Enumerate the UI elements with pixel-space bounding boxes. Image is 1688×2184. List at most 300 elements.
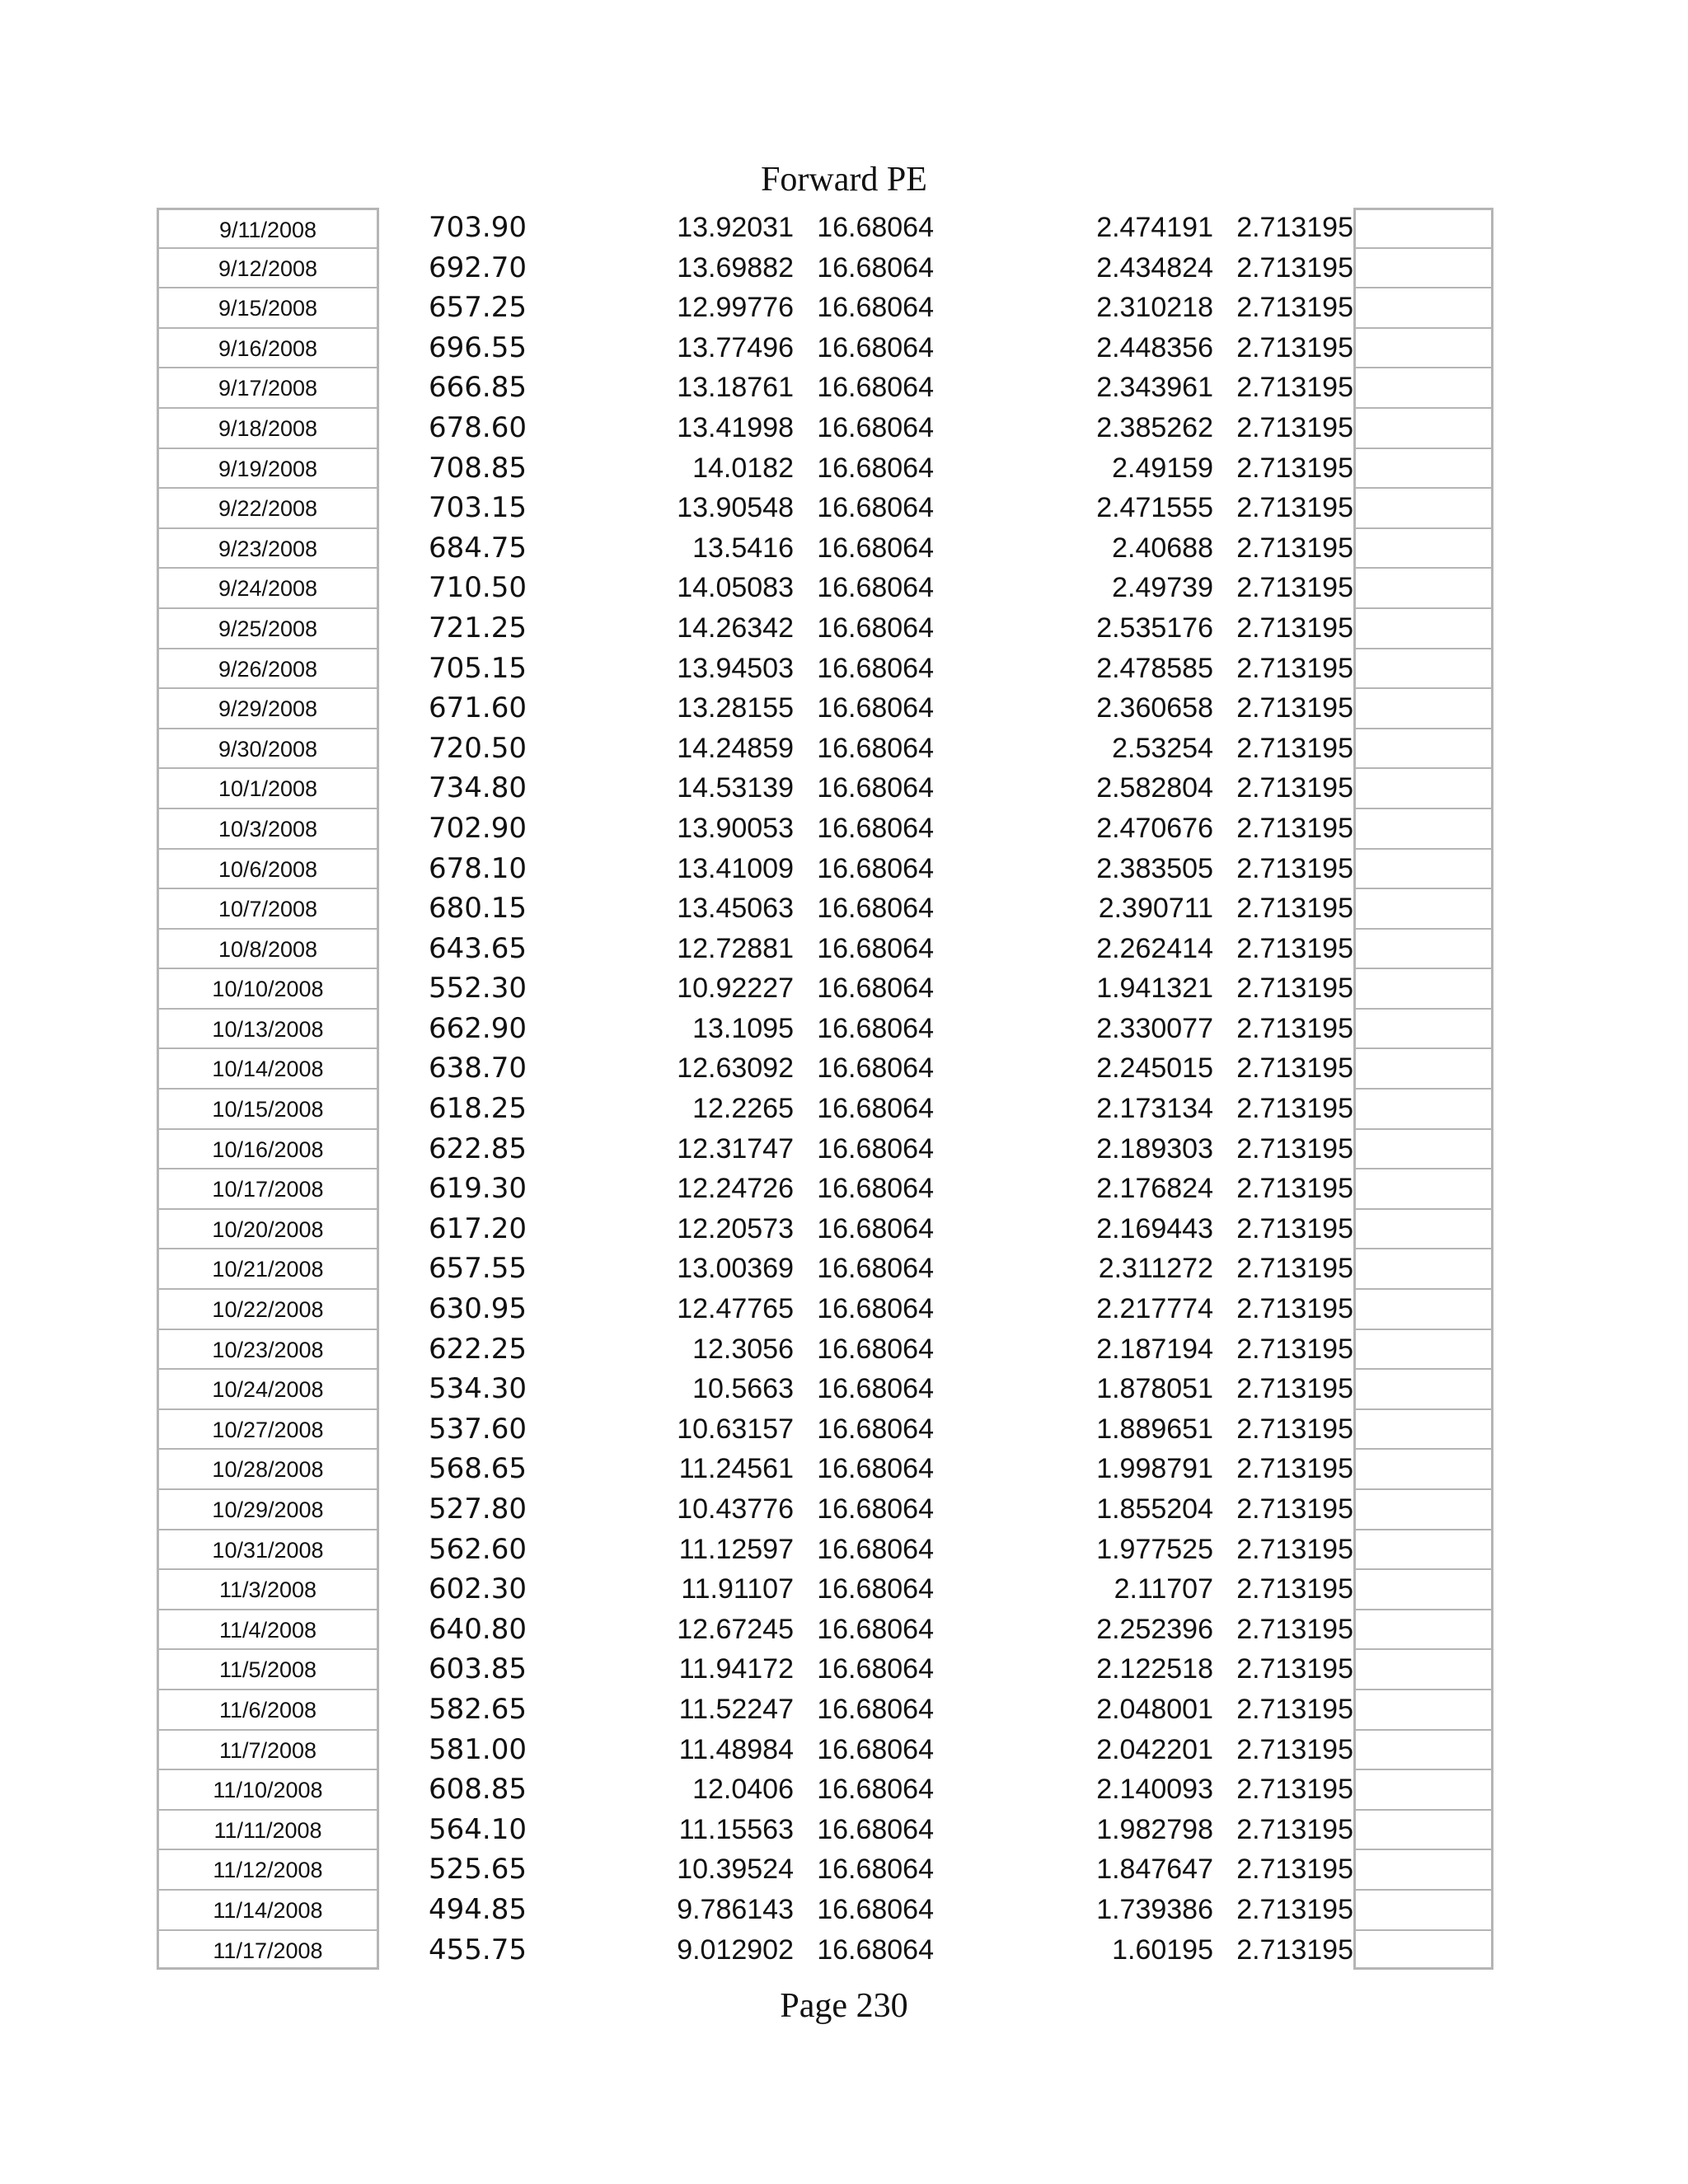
pe-average-cell: 16.68064 xyxy=(817,932,934,964)
ratio-average-cell: 2.713195 xyxy=(1236,1533,1353,1565)
ratio-cell: 1.998791 xyxy=(1096,1453,1213,1485)
ratio-average-cell: 2.713195 xyxy=(1236,1012,1353,1044)
price-cell: 705.15 xyxy=(429,651,527,685)
empty-cell xyxy=(1353,888,1493,929)
empty-cell xyxy=(1353,1930,1493,1971)
pe-average-cell: 16.68064 xyxy=(817,1653,934,1685)
ratio-cell: 2.49739 xyxy=(1112,572,1213,604)
date-cell: 9/26/2008 xyxy=(157,649,379,689)
pe-average-cell: 16.68064 xyxy=(817,1613,934,1645)
ratio-average-cell: 2.713195 xyxy=(1236,1132,1353,1165)
pe-average-cell: 16.68064 xyxy=(817,1373,934,1405)
table-row xyxy=(0,568,1688,608)
ratio-average-cell: 2.713195 xyxy=(1236,1813,1353,1845)
pe-average-cell: 16.68064 xyxy=(817,452,934,484)
empty-cell xyxy=(1353,448,1493,489)
price-cell: 527.80 xyxy=(429,1493,527,1526)
table-row xyxy=(0,1610,1688,1650)
forward-pe-cell: 13.1095 xyxy=(692,1012,794,1044)
table-row xyxy=(0,1489,1688,1530)
table-row xyxy=(0,1009,1688,1049)
empty-cell xyxy=(1353,1890,1493,1930)
date-cell: 9/12/2008 xyxy=(157,248,379,288)
forward-pe-cell: 11.15563 xyxy=(678,1813,794,1845)
table-row xyxy=(0,849,1688,889)
ratio-average-cell: 2.713195 xyxy=(1236,1253,1353,1285)
price-cell: 734.80 xyxy=(429,771,527,805)
date-cell: 11/14/2008 xyxy=(157,1890,379,1930)
pe-average-cell: 16.68064 xyxy=(817,251,934,284)
price-cell: 562.60 xyxy=(429,1532,527,1566)
table-row xyxy=(0,1890,1688,1930)
table-row xyxy=(0,729,1688,769)
empty-cell xyxy=(1353,1089,1493,1129)
date-cell: 10/16/2008 xyxy=(157,1129,379,1169)
forward-pe-cell: 11.48984 xyxy=(678,1733,794,1765)
empty-cell xyxy=(1353,1329,1493,1370)
ratio-average-cell: 2.713195 xyxy=(1236,452,1353,484)
empty-cell xyxy=(1353,1169,1493,1209)
table-row xyxy=(0,288,1688,328)
forward-pe-cell: 13.69882 xyxy=(677,251,794,284)
forward-pe-cell: 9.786143 xyxy=(677,1893,794,1925)
date-cell: 9/15/2008 xyxy=(157,288,379,328)
price-cell: 603.85 xyxy=(429,1652,527,1686)
date-cell: 9/25/2008 xyxy=(157,608,379,649)
price-cell: 657.55 xyxy=(429,1252,527,1286)
pe-average-cell: 16.68064 xyxy=(817,1052,934,1085)
page-title: Forward PE xyxy=(761,161,927,199)
ratio-average-cell: 2.713195 xyxy=(1236,1893,1353,1925)
page-number: Page 230 xyxy=(780,1987,908,2025)
ratio-cell: 2.383505 xyxy=(1096,852,1213,884)
price-cell: 678.60 xyxy=(429,410,527,444)
date-cell: 9/29/2008 xyxy=(157,688,379,729)
price-cell: 602.30 xyxy=(429,1572,527,1606)
pe-average-cell: 16.68064 xyxy=(817,772,934,804)
forward-pe-cell: 10.63157 xyxy=(677,1413,794,1445)
empty-cell xyxy=(1353,1769,1493,1810)
forward-pe-cell: 12.24726 xyxy=(677,1173,794,1205)
price-cell: 618.25 xyxy=(429,1092,527,1126)
price-cell: 696.55 xyxy=(429,330,527,364)
date-cell: 11/17/2008 xyxy=(157,1930,379,1971)
ratio-cell: 2.360658 xyxy=(1096,692,1213,724)
ratio-cell: 1.855204 xyxy=(1096,1493,1213,1525)
ratio-average-cell: 2.713195 xyxy=(1236,1493,1353,1525)
ratio-average-cell: 2.713195 xyxy=(1236,692,1353,724)
ratio-cell: 2.474191 xyxy=(1096,212,1213,243)
price-cell: 640.80 xyxy=(429,1612,527,1646)
ratio-average-cell: 2.713195 xyxy=(1236,1173,1353,1205)
date-cell: 11/12/2008 xyxy=(157,1849,379,1890)
empty-cell xyxy=(1353,849,1493,889)
date-cell: 9/22/2008 xyxy=(157,488,379,528)
ratio-cell: 2.310218 xyxy=(1096,292,1213,324)
pe-average-cell: 16.68064 xyxy=(817,1012,934,1044)
price-cell: 720.50 xyxy=(429,731,527,765)
ratio-average-cell: 2.713195 xyxy=(1236,1733,1353,1765)
forward-pe-cell: 14.05083 xyxy=(677,572,794,604)
ratio-average-cell: 2.713195 xyxy=(1236,1854,1353,1886)
ratio-cell: 2.189303 xyxy=(1096,1132,1213,1165)
date-cell: 10/21/2008 xyxy=(157,1249,379,1289)
empty-cell xyxy=(1353,808,1493,849)
ratio-average-cell: 2.713195 xyxy=(1236,732,1353,764)
empty-cell xyxy=(1353,528,1493,569)
price-cell: 671.60 xyxy=(429,691,527,725)
empty-cell xyxy=(1353,568,1493,608)
table-row xyxy=(0,248,1688,288)
table-row xyxy=(0,1810,1688,1850)
table-row xyxy=(0,1569,1688,1610)
empty-cell xyxy=(1353,1048,1493,1089)
empty-cell xyxy=(1353,1489,1493,1530)
table-row xyxy=(0,1769,1688,1810)
ratio-average-cell: 2.713195 xyxy=(1236,1293,1353,1325)
pe-average-cell: 16.68064 xyxy=(817,1333,934,1365)
pe-average-cell: 16.68064 xyxy=(817,812,934,844)
table-row xyxy=(0,368,1688,408)
date-cell: 9/24/2008 xyxy=(157,568,379,608)
table-row xyxy=(0,968,1688,1009)
empty-cell xyxy=(1353,1129,1493,1169)
ratio-average-cell: 2.713195 xyxy=(1236,1613,1353,1645)
forward-pe-cell: 14.53139 xyxy=(677,772,794,804)
ratio-average-cell: 2.713195 xyxy=(1236,372,1353,404)
empty-cell xyxy=(1353,368,1493,408)
table-row xyxy=(0,1169,1688,1209)
price-cell: 703.90 xyxy=(429,211,527,244)
ratio-cell: 2.245015 xyxy=(1096,1052,1213,1085)
date-cell: 10/7/2008 xyxy=(157,888,379,929)
empty-cell xyxy=(1353,929,1493,969)
date-cell: 11/10/2008 xyxy=(157,1769,379,1810)
ratio-cell: 2.252396 xyxy=(1096,1613,1213,1645)
price-cell: 710.50 xyxy=(429,571,527,605)
empty-cell xyxy=(1353,1249,1493,1289)
price-cell: 662.90 xyxy=(429,1011,527,1045)
pe-average-cell: 16.68064 xyxy=(817,972,934,1005)
date-cell: 9/18/2008 xyxy=(157,408,379,448)
forward-pe-cell: 13.90548 xyxy=(677,492,794,524)
empty-cell xyxy=(1353,1690,1493,1730)
price-cell: 537.60 xyxy=(429,1412,527,1446)
ratio-average-cell: 2.713195 xyxy=(1236,1373,1353,1405)
ratio-average-cell: 2.713195 xyxy=(1236,251,1353,284)
ratio-cell: 2.53254 xyxy=(1112,732,1213,764)
empty-cell xyxy=(1353,1289,1493,1329)
date-cell: 11/4/2008 xyxy=(157,1610,379,1650)
table-row xyxy=(0,1329,1688,1370)
ratio-cell: 2.434824 xyxy=(1096,251,1213,284)
table-row xyxy=(0,888,1688,929)
price-cell: 680.15 xyxy=(429,892,527,926)
forward-pe-cell: 12.3056 xyxy=(692,1333,794,1365)
ratio-cell: 2.140093 xyxy=(1096,1774,1213,1806)
ratio-cell: 2.535176 xyxy=(1096,612,1213,644)
forward-pe-cell: 11.24561 xyxy=(678,1453,794,1485)
pe-average-cell: 16.68064 xyxy=(817,1933,934,1966)
forward-pe-cell: 12.67245 xyxy=(677,1613,794,1645)
pe-average-cell: 16.68064 xyxy=(817,1093,934,1125)
table-row xyxy=(0,328,1688,368)
ratio-average-cell: 2.713195 xyxy=(1236,652,1353,684)
forward-pe-cell: 13.77496 xyxy=(677,331,794,363)
table-row xyxy=(0,1730,1688,1770)
forward-pe-cell: 13.41998 xyxy=(677,411,794,443)
price-cell: 494.85 xyxy=(429,1892,527,1926)
table-row xyxy=(0,408,1688,448)
ratio-average-cell: 2.713195 xyxy=(1236,292,1353,324)
empty-cell xyxy=(1353,408,1493,448)
pe-average-cell: 16.68064 xyxy=(817,1453,934,1485)
table-row xyxy=(0,929,1688,969)
ratio-cell: 2.470676 xyxy=(1096,812,1213,844)
price-cell: 643.65 xyxy=(429,931,527,965)
empty-cell xyxy=(1353,248,1493,288)
ratio-average-cell: 2.713195 xyxy=(1236,331,1353,363)
ratio-cell: 2.048001 xyxy=(1096,1693,1213,1725)
empty-cell xyxy=(1353,1530,1493,1570)
ratio-average-cell: 2.713195 xyxy=(1236,212,1353,243)
price-cell: 666.85 xyxy=(429,371,527,405)
empty-cell xyxy=(1353,1849,1493,1890)
empty-cell xyxy=(1353,608,1493,649)
date-cell: 9/19/2008 xyxy=(157,448,379,489)
ratio-cell: 2.042201 xyxy=(1096,1733,1213,1765)
date-cell: 10/20/2008 xyxy=(157,1209,379,1249)
empty-cell xyxy=(1353,1569,1493,1610)
ratio-cell: 1.982798 xyxy=(1096,1813,1213,1845)
ratio-average-cell: 2.713195 xyxy=(1236,772,1353,804)
pe-average-cell: 16.68064 xyxy=(817,1533,934,1565)
ratio-cell: 2.40688 xyxy=(1112,532,1213,564)
price-cell: 630.95 xyxy=(429,1292,527,1326)
ratio-cell: 2.169443 xyxy=(1096,1212,1213,1244)
ratio-average-cell: 2.713195 xyxy=(1236,852,1353,884)
pe-average-cell: 16.68064 xyxy=(817,1173,934,1205)
pe-average-cell: 16.68064 xyxy=(817,652,934,684)
pe-average-cell: 16.68064 xyxy=(817,331,934,363)
pe-average-cell: 16.68064 xyxy=(817,1774,934,1806)
table-row xyxy=(0,1289,1688,1329)
ratio-cell: 1.739386 xyxy=(1096,1893,1213,1925)
ratio-cell: 2.187194 xyxy=(1096,1333,1213,1365)
price-cell: 568.65 xyxy=(429,1452,527,1486)
ratio-cell: 2.471555 xyxy=(1096,492,1213,524)
ratio-cell: 1.941321 xyxy=(1096,972,1213,1005)
table-row xyxy=(0,1449,1688,1489)
table-row xyxy=(0,1530,1688,1570)
ratio-cell: 2.582804 xyxy=(1096,772,1213,804)
ratio-average-cell: 2.713195 xyxy=(1236,572,1353,604)
ratio-cell: 2.176824 xyxy=(1096,1173,1213,1205)
ratio-average-cell: 2.713195 xyxy=(1236,972,1353,1005)
empty-cell xyxy=(1353,1730,1493,1770)
pe-average-cell: 16.68064 xyxy=(817,1813,934,1845)
forward-pe-cell: 10.92227 xyxy=(677,972,794,1005)
table-row xyxy=(0,1930,1688,1971)
pe-average-cell: 16.68064 xyxy=(817,732,934,764)
ratio-cell: 2.343961 xyxy=(1096,372,1213,404)
date-cell: 10/8/2008 xyxy=(157,929,379,969)
date-cell: 10/3/2008 xyxy=(157,808,379,849)
ratio-cell: 2.49159 xyxy=(1112,452,1213,484)
ratio-cell: 2.385262 xyxy=(1096,411,1213,443)
forward-pe-cell: 12.47765 xyxy=(677,1293,794,1325)
empty-cell xyxy=(1353,768,1493,808)
price-cell: 708.85 xyxy=(429,451,527,485)
table-row xyxy=(0,1369,1688,1409)
date-cell: 10/10/2008 xyxy=(157,968,379,1009)
ratio-cell: 1.889651 xyxy=(1096,1413,1213,1445)
date-cell: 9/30/2008 xyxy=(157,729,379,769)
price-cell: 657.25 xyxy=(429,291,527,325)
price-cell: 622.25 xyxy=(429,1332,527,1366)
pe-average-cell: 16.68064 xyxy=(817,1893,934,1925)
date-cell: 10/22/2008 xyxy=(157,1289,379,1329)
ratio-average-cell: 2.713195 xyxy=(1236,1333,1353,1365)
pe-average-cell: 16.68064 xyxy=(817,212,934,243)
ratio-average-cell: 2.713195 xyxy=(1236,532,1353,564)
empty-cell xyxy=(1353,1449,1493,1489)
empty-cell xyxy=(1353,649,1493,689)
date-cell: 10/29/2008 xyxy=(157,1489,379,1530)
ratio-cell: 2.448356 xyxy=(1096,331,1213,363)
ratio-average-cell: 2.713195 xyxy=(1236,932,1353,964)
table-row xyxy=(0,1849,1688,1890)
empty-cell xyxy=(1353,1649,1493,1690)
forward-pe-cell: 11.94172 xyxy=(678,1653,794,1685)
ratio-average-cell: 2.713195 xyxy=(1236,1774,1353,1806)
forward-pe-cell: 11.91107 xyxy=(681,1573,794,1605)
price-cell: 582.65 xyxy=(429,1692,527,1726)
date-cell: 10/31/2008 xyxy=(157,1530,379,1570)
empty-cell xyxy=(1353,1610,1493,1650)
forward-pe-cell: 14.26342 xyxy=(677,612,794,644)
date-cell: 10/14/2008 xyxy=(157,1048,379,1089)
empty-cell xyxy=(1353,688,1493,729)
ratio-cell: 2.330077 xyxy=(1096,1012,1213,1044)
table-row xyxy=(0,1209,1688,1249)
date-cell: 10/13/2008 xyxy=(157,1009,379,1049)
forward-pe-cell: 13.94503 xyxy=(677,652,794,684)
table-row xyxy=(0,1089,1688,1129)
table-row xyxy=(0,808,1688,849)
empty-cell xyxy=(1353,1810,1493,1850)
table-row xyxy=(0,688,1688,729)
ratio-average-cell: 2.713195 xyxy=(1236,1212,1353,1244)
forward-pe-cell: 12.63092 xyxy=(677,1052,794,1085)
pe-average-cell: 16.68064 xyxy=(817,1733,934,1765)
date-cell: 11/11/2008 xyxy=(157,1810,379,1850)
pe-average-cell: 16.68064 xyxy=(817,1573,934,1605)
date-cell: 10/28/2008 xyxy=(157,1449,379,1489)
forward-pe-cell: 13.41009 xyxy=(677,852,794,884)
ratio-cell: 2.478585 xyxy=(1096,652,1213,684)
empty-cell xyxy=(1353,328,1493,368)
forward-pe-cell: 13.00369 xyxy=(677,1253,794,1285)
forward-pe-cell: 12.31747 xyxy=(677,1132,794,1165)
pe-average-cell: 16.68064 xyxy=(817,1413,934,1445)
ratio-cell: 1.878051 xyxy=(1096,1373,1213,1405)
table-row xyxy=(0,1129,1688,1169)
ratio-average-cell: 2.713195 xyxy=(1236,1573,1353,1605)
ratio-cell: 2.311272 xyxy=(1098,1253,1213,1285)
pe-average-cell: 16.68064 xyxy=(817,1693,934,1725)
forward-pe-cell: 13.90053 xyxy=(677,812,794,844)
ratio-cell: 2.122518 xyxy=(1096,1653,1213,1685)
table-row xyxy=(0,768,1688,808)
forward-pe-cell: 11.12597 xyxy=(678,1533,794,1565)
date-cell: 11/7/2008 xyxy=(157,1730,379,1770)
forward-pe-cell: 14.24859 xyxy=(677,732,794,764)
ratio-average-cell: 2.713195 xyxy=(1236,1653,1353,1685)
forward-pe-cell: 10.43776 xyxy=(677,1493,794,1525)
pe-average-cell: 16.68064 xyxy=(817,612,934,644)
pe-average-cell: 16.68064 xyxy=(817,411,934,443)
pe-average-cell: 16.68064 xyxy=(817,1253,934,1285)
forward-pe-cell: 10.39524 xyxy=(677,1854,794,1886)
pe-average-cell: 16.68064 xyxy=(817,372,934,404)
ratio-average-cell: 2.713195 xyxy=(1236,492,1353,524)
pe-average-cell: 16.68064 xyxy=(817,1854,934,1886)
empty-cell xyxy=(1353,488,1493,528)
pe-average-cell: 16.68064 xyxy=(817,1212,934,1244)
date-cell: 10/6/2008 xyxy=(157,849,379,889)
table-row xyxy=(0,208,1688,248)
ratio-average-cell: 2.713195 xyxy=(1236,411,1353,443)
pe-average-cell: 16.68064 xyxy=(817,692,934,724)
ratio-average-cell: 2.713195 xyxy=(1236,612,1353,644)
pe-average-cell: 16.68064 xyxy=(817,292,934,324)
price-cell: 638.70 xyxy=(429,1052,527,1085)
date-cell: 9/17/2008 xyxy=(157,368,379,408)
pe-average-cell: 16.68064 xyxy=(817,893,934,925)
pe-average-cell: 16.68064 xyxy=(817,1493,934,1525)
ratio-average-cell: 2.713195 xyxy=(1236,893,1353,925)
table-row xyxy=(0,528,1688,569)
table-row xyxy=(0,448,1688,489)
date-cell: 11/5/2008 xyxy=(157,1649,379,1690)
date-cell: 9/11/2008 xyxy=(157,208,379,248)
ratio-cell: 2.390711 xyxy=(1098,893,1213,925)
pe-average-cell: 16.68064 xyxy=(817,1132,934,1165)
empty-cell xyxy=(1353,288,1493,328)
date-cell: 10/23/2008 xyxy=(157,1329,379,1370)
forward-pe-cell: 13.28155 xyxy=(677,692,794,724)
data-table xyxy=(0,208,1688,1970)
ratio-average-cell: 2.713195 xyxy=(1236,1052,1353,1085)
ratio-average-cell: 2.713195 xyxy=(1236,1693,1353,1725)
ratio-average-cell: 2.713195 xyxy=(1236,1453,1353,1485)
empty-cell xyxy=(1353,1009,1493,1049)
ratio-cell: 2.173134 xyxy=(1096,1093,1213,1125)
price-cell: 552.30 xyxy=(429,972,527,1005)
forward-pe-cell: 13.45063 xyxy=(677,893,794,925)
ratio-cell: 2.262414 xyxy=(1096,932,1213,964)
forward-pe-cell: 12.0406 xyxy=(692,1774,794,1806)
ratio-cell: 1.977525 xyxy=(1096,1533,1213,1565)
table-row xyxy=(0,1249,1688,1289)
forward-pe-cell: 14.0182 xyxy=(692,452,794,484)
price-cell: 684.75 xyxy=(429,531,527,565)
date-cell: 9/16/2008 xyxy=(157,328,379,368)
price-cell: 692.70 xyxy=(429,251,527,284)
forward-pe-cell: 12.99776 xyxy=(677,292,794,324)
forward-pe-cell: 11.52247 xyxy=(678,1693,794,1725)
